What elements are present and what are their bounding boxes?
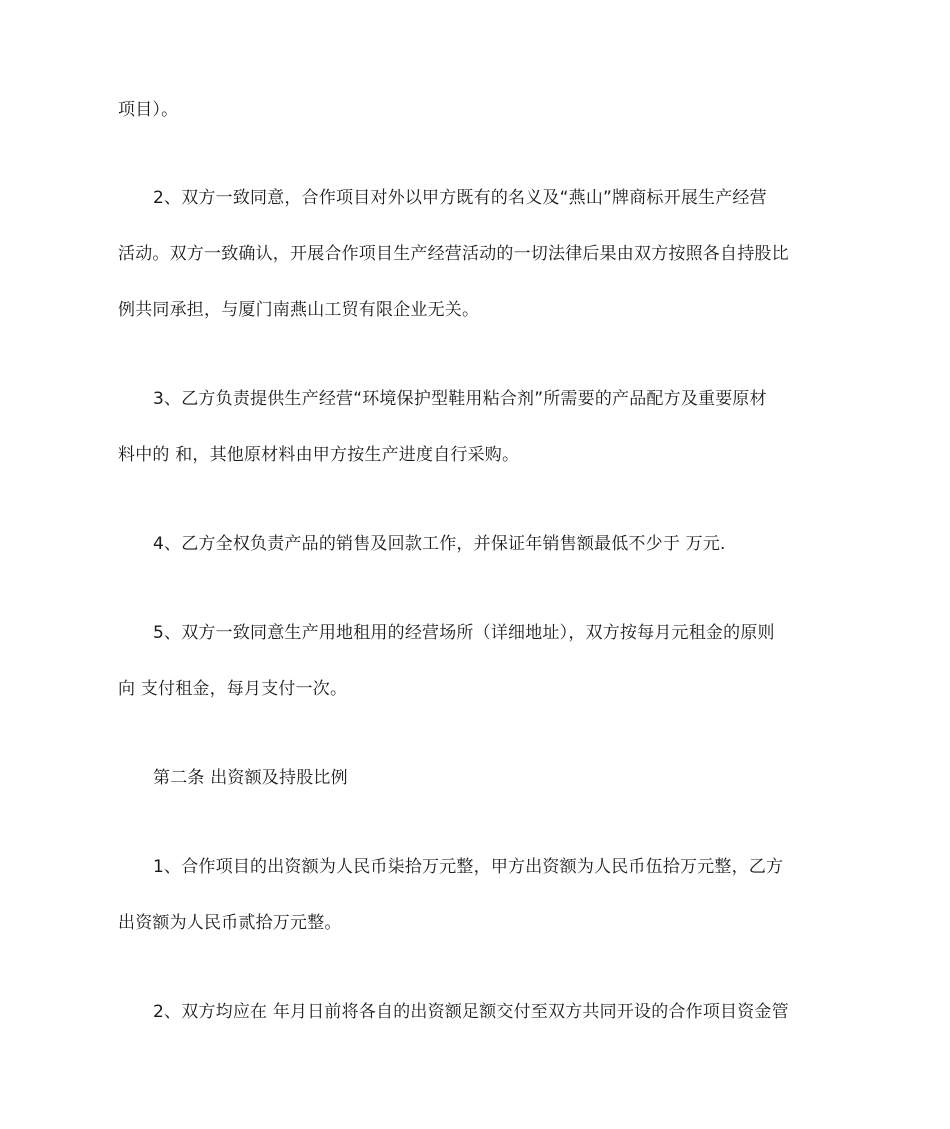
text-line: 项目）。	[118, 100, 179, 120]
text-line: 向 支付租金，每月支付一次。	[118, 679, 348, 699]
text-line: 1、合作项目的出资额为人民币柒拾万元整，甲方出资额为人民币伍拾万元整，乙方	[153, 857, 784, 877]
text-line: 2、双方一致同意，合作项目对外以甲方既有的名义及“燕山”牌商标开展生产经营	[153, 188, 767, 208]
text-line: 活动。双方一致确认，开展合作项目生产经营活动的一切法律后果由双方按照各自持股比	[118, 244, 789, 264]
text-line: 2、双方均应在 年月日前将各自的出资额足额交付至双方共同开设的合作项目资金管	[153, 1002, 789, 1022]
text-line: 料中的 和，其他原材料由甲方按生产进度自行采购。	[118, 445, 520, 465]
text-line: 出资额为人民币贰拾万元整。	[118, 913, 342, 933]
section-heading: 第二条 出资额及持股比例	[153, 768, 348, 788]
text-line: 3、乙方负责提供生产经营“环境保护型鞋用粘合剂”所需要的产品配方及重要原材	[153, 389, 767, 409]
text-line: 5、双方一致同意生产用地租用的经营场所（详细地址），双方按每月元租金的原则	[153, 623, 775, 643]
text-line: 4、乙方全权负责产品的销售及回款工作，并保证年销售额最低不少于 万元.	[153, 534, 726, 554]
text-line: 例共同承担，与厦门南燕山工贸有限企业无关。	[118, 300, 480, 320]
